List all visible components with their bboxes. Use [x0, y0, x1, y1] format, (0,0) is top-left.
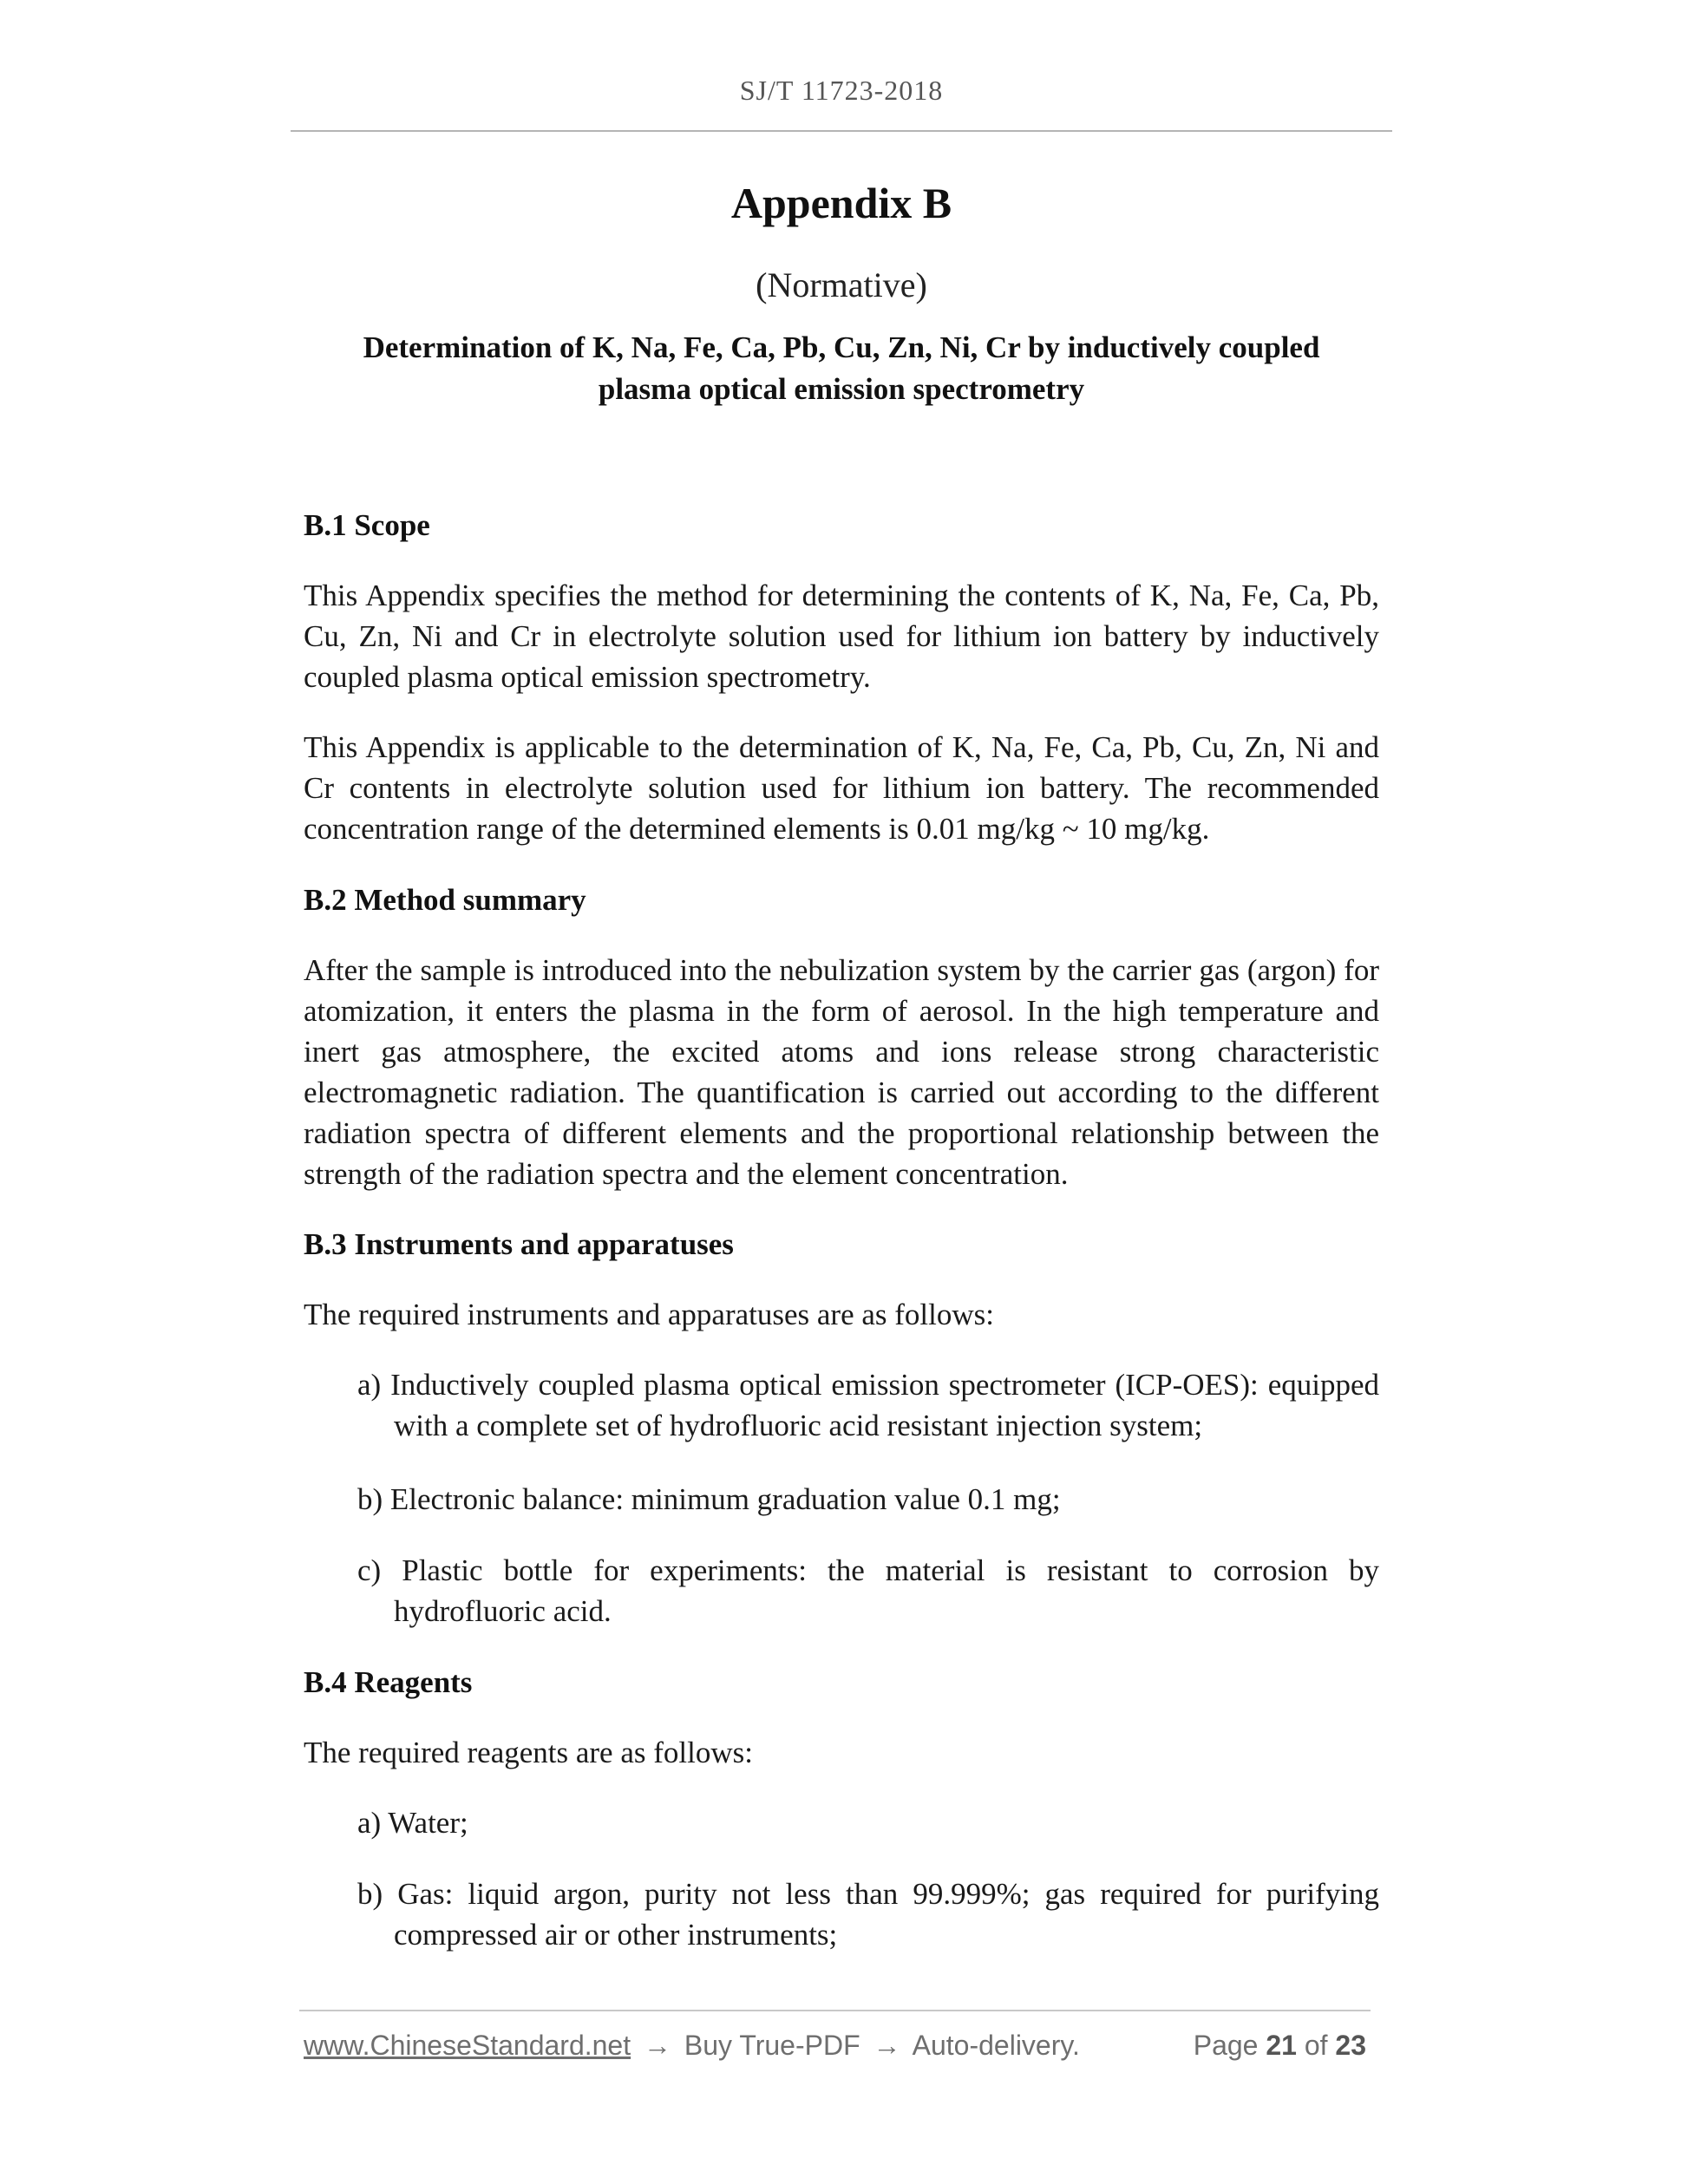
current-page-number: 21 [1266, 2030, 1297, 2061]
page-footer [304, 2030, 1371, 2068]
buy-true-pdf-text: Buy True-PDF [684, 2030, 860, 2061]
arrow-right-icon: → [644, 2030, 671, 2061]
of-label: of [1304, 2030, 1328, 2061]
header-divider [291, 130, 1392, 132]
subject-title [330, 327, 1353, 410]
reagent-item-b: b) Gas: liquid argon, purity not less than 99.999%; gas required for purifying compressed air or other instruments; [357, 1877, 1379, 1952]
subject-title-line-1: Determination of K, Na, Fe, Ca, Pb, Cu, Zn, Ni, Cr by inductively coupled [363, 330, 1320, 364]
auto-delivery-text: Auto-delivery. [912, 2030, 1080, 2061]
section-heading-method-summary: B.2 Method summary [304, 883, 586, 917]
instruments-intro: The required instruments and apparatuses are as follows: [304, 1298, 994, 1331]
page-header-standard-code: SJ/T 11723-2018 [739, 75, 944, 106]
section-heading-instruments: B.3 Instruments and apparatuses [304, 1227, 734, 1261]
footer-promo [304, 2030, 1080, 2062]
method-summary-paragraph: After the sample is introduced into the nebulization system by the carrier gas (argon) for atomization, it enters the plasma in the form of aerosol. In the high temperature and inert gas atmosphere, the excited atoms and ions release strong characteristic electromagnetic radiation. The quantification is carried out according to the different radiation spectra of different elements and the proportional relationship between the strength of the radiation spectra and the element concentration. [304, 953, 1379, 1191]
instrument-item-a: a) Inductively coupled plasma optical emission spectrometer (ICP-OES): equipped with a complete set of hydrofluoric acid resistant injection system; [357, 1368, 1379, 1442]
appendix-title: Appendix B [730, 179, 952, 227]
page-indicator [1194, 2030, 1366, 2062]
reagent-item-a: a) Water; [357, 1806, 468, 1840]
subject-title-line-2: plasma optical emission spectrometry [598, 372, 1085, 406]
section-heading-reagents: B.4 Reagents [304, 1665, 473, 1699]
page-label: Page [1193, 2030, 1259, 2061]
scope-paragraph-1: This Appendix specifies the method for determining the contents of K, Na, Fe, Ca, Pb, Cu, Zn, Ni and Cr in electrolyte solution used for lithium ion battery by inductively coupled plasma optical emission spectrometry. [304, 579, 1379, 694]
chinese-standard-link[interactable]: www.ChineseStandard.net [304, 2030, 631, 2061]
section-heading-scope: B.1 Scope [304, 508, 430, 542]
footer-divider [299, 2010, 1371, 2011]
reagents-intro: The required reagents are as follows: [304, 1736, 753, 1769]
instrument-item-b: b) Electronic balance: minimum graduation value 0.1 mg; [357, 1482, 1061, 1516]
scope-paragraph-2: This Appendix is applicable to the determination of K, Na, Fe, Ca, Pb, Cu, Zn, Ni and Cr contents in electrolyte solution used for lithium ion battery. The recommended concentration range of the determined elements is 0.01 mg/kg ~ 10 mg/kg. [304, 730, 1379, 846]
instrument-item-c: c) Plastic bottle for experiments: the material is resistant to corrosion by hydrofluoric acid. [357, 1553, 1379, 1628]
arrow-right-icon: → [873, 2030, 901, 2061]
normative-label: (Normative) [756, 265, 927, 304]
total-pages-number: 23 [1335, 2030, 1366, 2061]
